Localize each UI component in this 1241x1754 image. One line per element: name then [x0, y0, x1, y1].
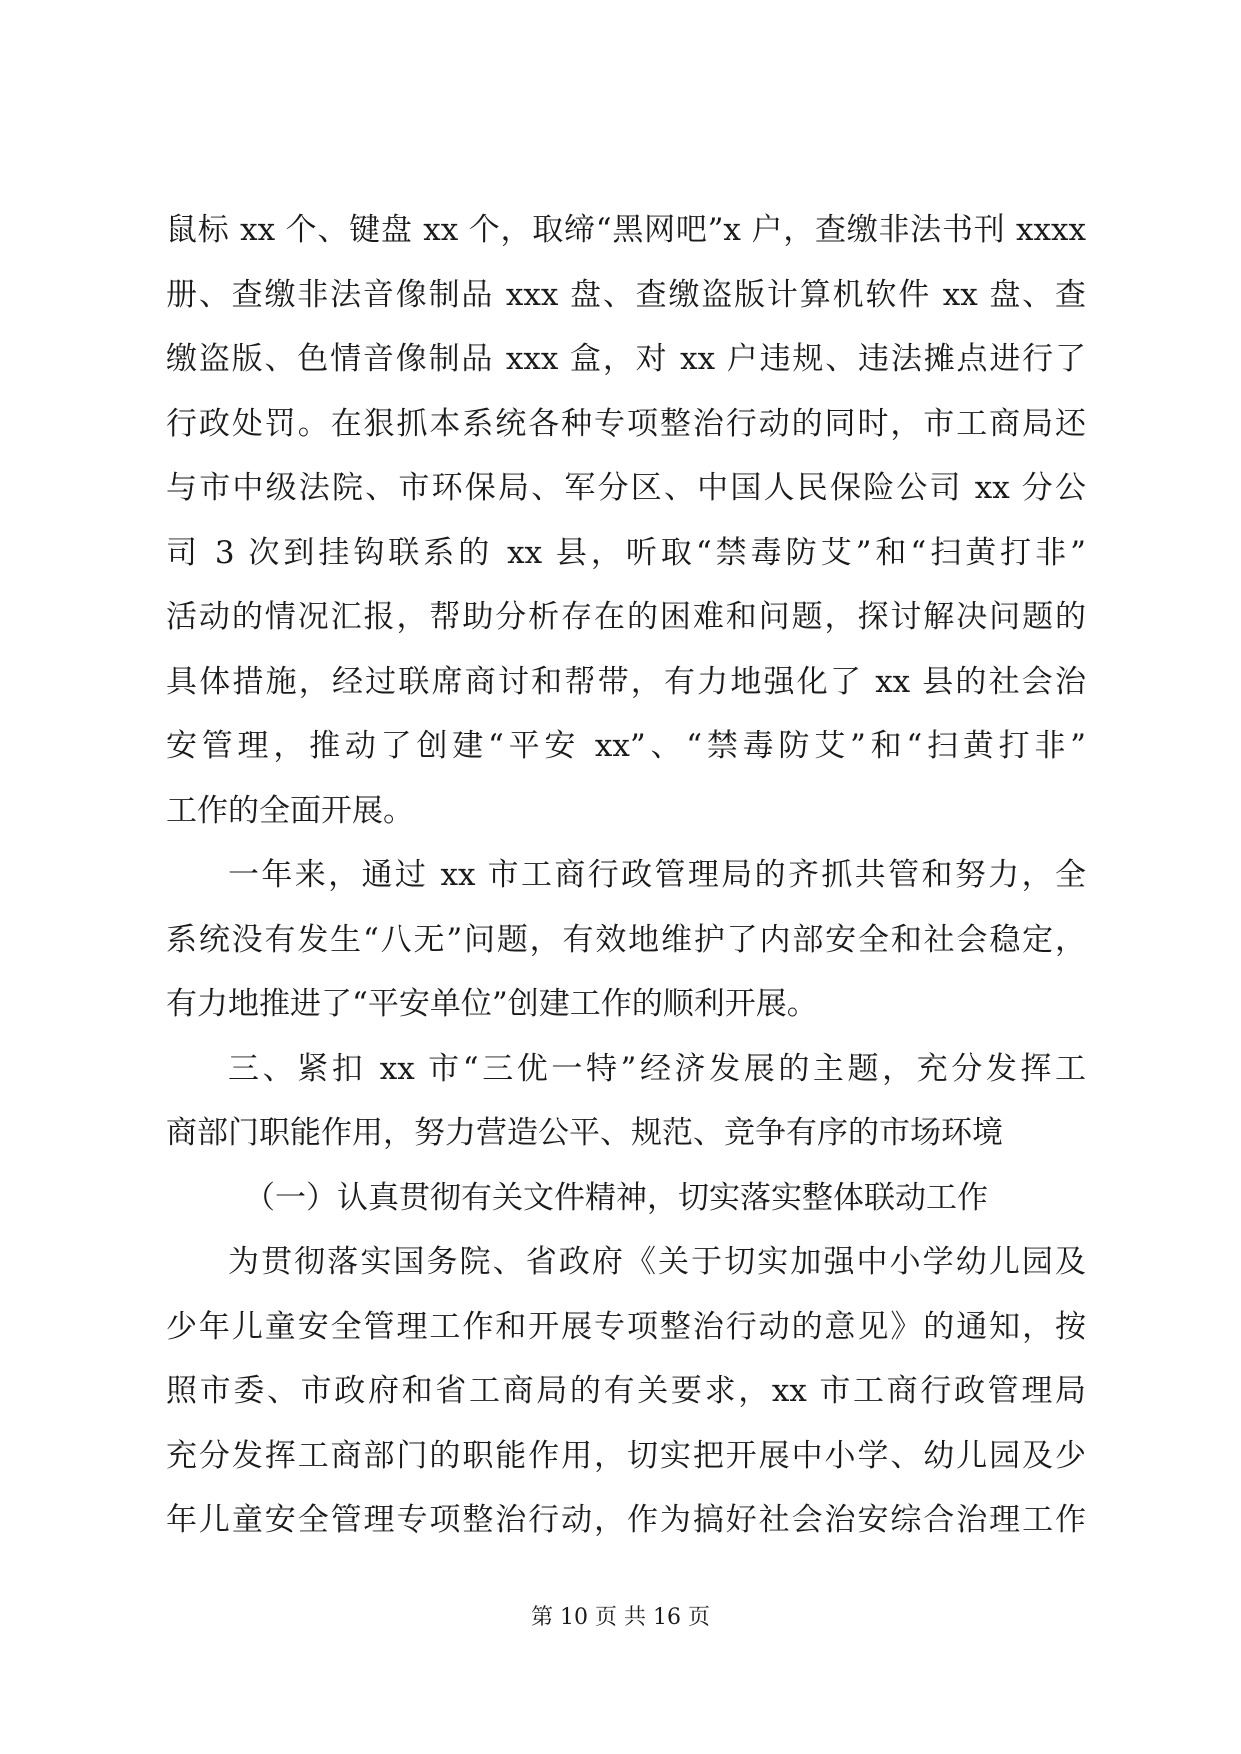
section-heading: 三、紧扣 xx 市“三优一特”经济发展的主题，充分发挥工: [228, 1050, 1086, 1087]
text-line: 行政处罚。在狠抓本系统各种专项整治行动的同时，市工商局还: [166, 405, 1086, 442]
text-line: 照市委、市政府和省工商局的有关要求，xx 市工商行政管理局: [166, 1373, 1086, 1409]
text-line: 活动的情况汇报，帮助分析存在的困难和问题，探讨解决问题的: [166, 599, 1086, 635]
text-line: 具体措施，经过联席商讨和帮带，有力地强化了 xx 县的社会治: [166, 663, 1086, 700]
text-line: 充分发挥工商部门的职能作用，切实把开展中小学、幼儿园及少: [166, 1437, 1086, 1474]
section-heading-continued: 商部门职能作用，努力营造公平、规范、竞争有序的市场环境: [166, 1115, 1003, 1151]
text-line: 有力地推进了“平安单位”创建工作的顺利开展。: [166, 986, 818, 1022]
text-line: 安管理，推动了创建“平安 xx”、“禁毒防艾”和“扫黄打非”: [166, 728, 1086, 764]
text-line: 司 3 次到挂钩联系的 xx 县，听取“禁毒防艾”和“扫黄打非”: [166, 534, 1086, 571]
subsection-heading: （一）认真贯彻有关文件精神，切实落实整体联动工作: [244, 1179, 988, 1216]
paragraph-first-line: 一年来，通过 xx 市工商行政管理局的齐抓共管和努力，全: [228, 857, 1086, 893]
page-number-footer: 第 10 页 共 16 页: [531, 1605, 710, 1630]
body-text: [166, 198, 1086, 1553]
text-line: 鼠标 xx 个、键盘 xx 个，取缔“黑网吧”x 户，查缴非法书刊 xxxx: [166, 212, 1086, 248]
text-line: 年儿童安全管理专项整治行动，作为搞好社会治安综合治理工作: [166, 1502, 1086, 1538]
text-line: 缴盗版、色情音像制品 xxx 盒，对 xx 户违规、违法摊点进行了: [166, 341, 1086, 377]
text-line: 系统没有发生“八无”问题，有效地维护了内部安全和社会稳定，: [166, 921, 1086, 958]
text-line: 册、查缴非法音像制品 xxx 盘、查缴盗版计算机软件 xx 盘、查: [166, 276, 1086, 313]
text-line: 与市中级法院、市环保局、军分区、中国人民保险公司 xx 分公: [166, 470, 1086, 506]
text-line: 少年儿童安全管理工作和开展专项整治行动的意见》的通知，按: [166, 1308, 1086, 1345]
paragraph-first-line: 为贯彻落实国务院、省政府《关于切实加强中小学幼儿园及: [228, 1244, 1086, 1280]
text-line: 工作的全面开展。: [166, 792, 414, 829]
